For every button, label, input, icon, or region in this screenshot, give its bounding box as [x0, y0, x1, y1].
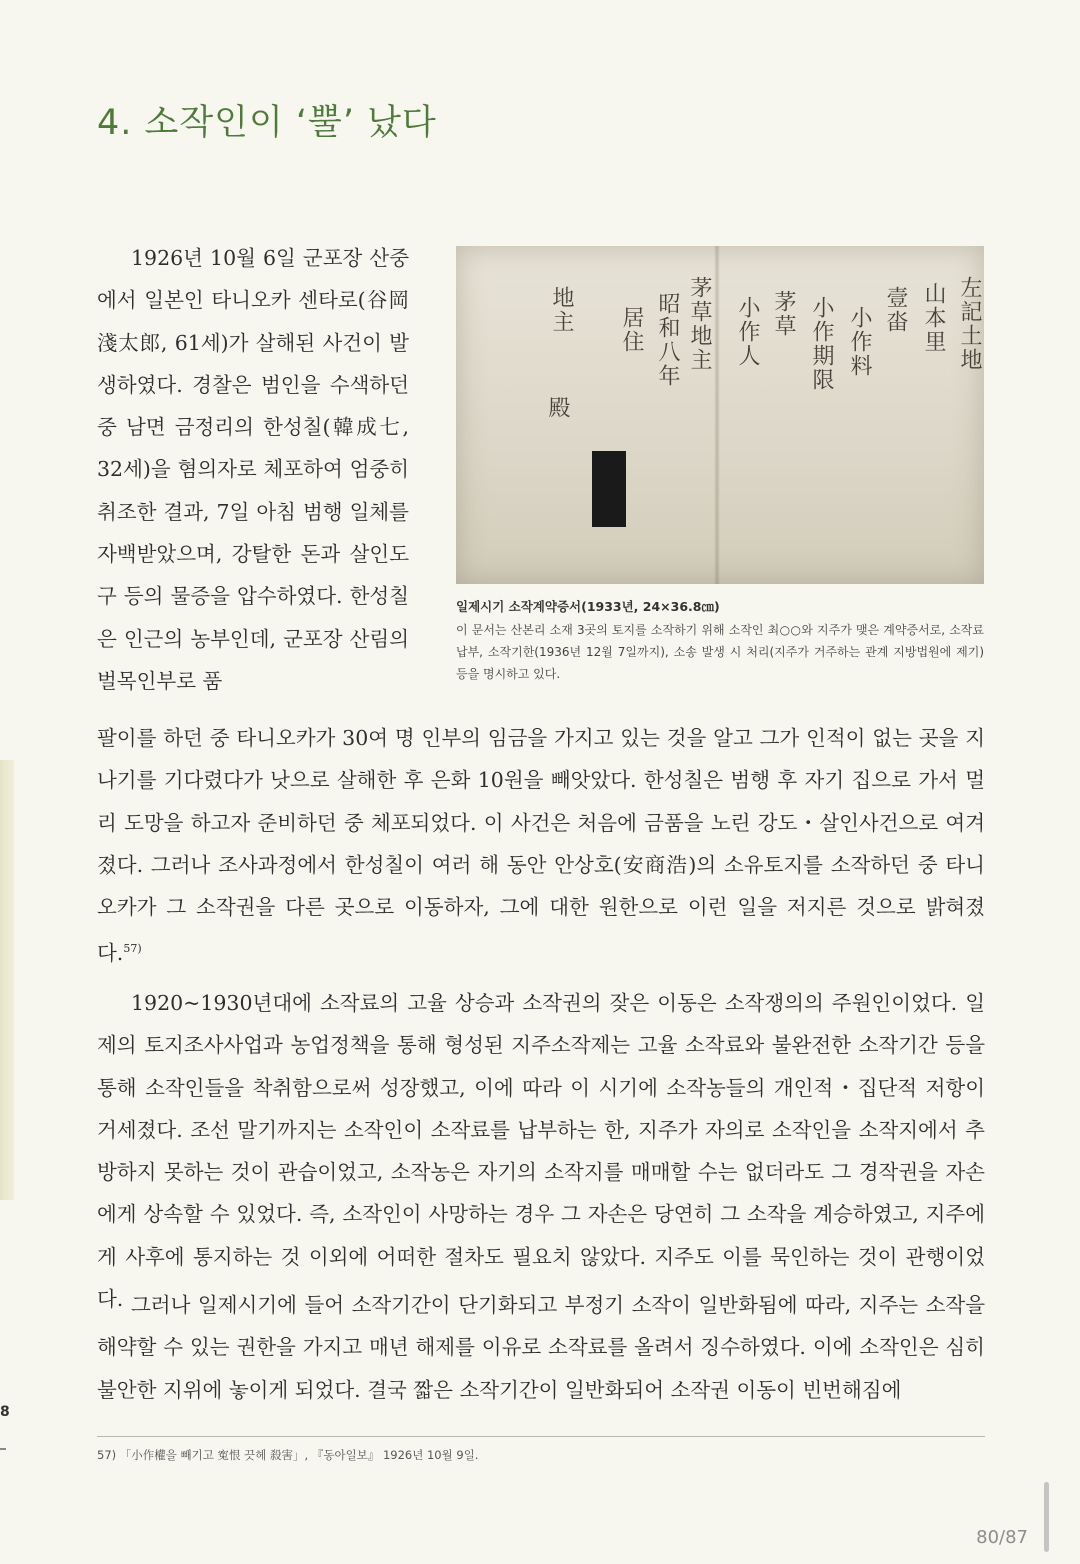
paragraph-2: 1920~1930년대에 소작료의 고율 상승과 소작권의 잦은 이동은 소작쟁의의 주원인이었다. 일제의 토지조사사업과 농업정책을 통해 형성된 지주소작제는 고율 소작료와 불완전한 소작기간 등을 통해 소작인들을 착취함으로써 성장했고, 이에 따라 이 시기에 소작농들의 개인적・집단적 저항이 거세졌다. 조선 말기까지는 소작인이 소작료를 납부하는 한, 지주가 자의로 소작인을 소작지에서 추방하지 못하는 것이 관습이었고, 소작농은 자기의 소작지를 매매할 수는 없더라도 그 경작권을 자손에게 상속할 수 있었다. 즉, 소작인이 사망하는 경우 그 자손은 당연히 그 소작을 계승하였고, 지주에게 사후에 통지하는 것 이외에 어떠한 절차도 필요치 않았다. 지주도 이를 묵인하는 것이 관행이었다.: [97, 991, 985, 1312]
redaction-block: [592, 451, 626, 527]
paragraph-1-bottom: 팔이를 하던 중 타니오카가 30여 명 인부의 임금을 가지고 있는 것을 알고 그가 인적이 없는 곳을 지나기를 기다렸다가 낫으로 살해한 후 은화 10원을 빼앗았다. 한성칠은 범행 후 자기 집으로 가서 멀리 도망을 하고자 준비하던 중 체포되었다. 이 사건은 처음에 금품을 노린 강도・살인사건으로 여겨졌다. 그러나 조사과정에서 한성칠이 여러 해 동안 안상호(安商浩)의 소유토지를 소작하던 중 타니오카가 그 소작권을 다른 곳으로 이동하자, 그에 대한 원한으로 이런 일을 저지른 것으로 밝혀졌다.$^{57)}$: [97, 726, 985, 966]
footnote: 57) 「小作權을 빼기고 寃恨 끗헤 殺害」, 『동아일보』 1926년 10월 9일.: [97, 1448, 479, 1462]
calligraphy-column: 居住: [619, 306, 644, 354]
calligraphy-column: 殿: [545, 396, 570, 420]
calligraphy-column: 昭和八年: [655, 292, 680, 388]
calligraphy-column: 茅草地主: [687, 276, 712, 372]
figure-caption-body: 이 문서는 산본리 소재 3곳의 토지를 소작하기 위해 소작인 최○○와 지주가 맺은 계약증서로, 소작료 납부, 소작기한(1936년 12월 7일까지), 소송 발생 시 처리(지주가 거주하는 관계 지방법원에 제기) 등을 명시하고 있다.: [456, 623, 984, 681]
section-title: 4. 소작인이 ‘뿔’ 났다: [97, 103, 437, 143]
contract-document-photo: [456, 246, 984, 584]
footnote-reference: 57): [123, 942, 142, 956]
page-counter: 80/87: [976, 1527, 1028, 1548]
paragraph-1-top: 1926년 10월 6일 군포장 산중에서 일본인 타니오카 센타로(谷岡淺太郎, 61세)가 살해된 사건이 발생하였다. 경찰은 범인을 수색하던 중 남면 금정리의 한성칠(韓成七, 32세)을 혐의자로 체포하여 엄중히 취조한 결과, 7일 아침 범행 일체를 자백받았으며, 강탈한 돈과 살인도구 등의 물증을 압수하였다. 한성칠은 인근의 농부인데, 군포장 산림의 벌목인부로 품: [97, 246, 409, 693]
calligraphy-column: 小作料: [847, 306, 872, 378]
calligraphy-column: 山本里: [921, 282, 946, 354]
calligraphy-column: 左記土地: [957, 276, 982, 372]
calligraphy-column: 地主: [549, 286, 574, 334]
calligraphy-column: 小作期限: [809, 296, 834, 392]
margin-mark: [0, 1448, 6, 1450]
figure-caption-title: 일제시기 소작계약증서(1933년, 24×36.8㎝): [456, 599, 720, 614]
scrollbar-thumb[interactable]: [1044, 1482, 1049, 1552]
calligraphy-column: 壹畓: [883, 286, 908, 334]
paragraph-3: 그러나 일제시기에 들어 소작기간이 단기화되고 부정기 소작이 일반화됨에 따라, 지주는 소작을 해약할 수 있는 권한을 가지고 매년 해제를 이유로 소작료를 올려서 징수하였다. 이에 소작인은 심히 불안한 지위에 놓이게 되었다. 결국 짧은 소작기간이 일반화되어 소작권 이동이 빈번해짐에: [97, 1293, 985, 1402]
calligraphy-column: 茅草: [771, 290, 796, 338]
footnote-divider: [97, 1436, 985, 1437]
adjacent-page-edge: [0, 760, 14, 1200]
page-number: 8: [0, 1404, 10, 1420]
calligraphy-column: 小作人: [735, 296, 760, 368]
